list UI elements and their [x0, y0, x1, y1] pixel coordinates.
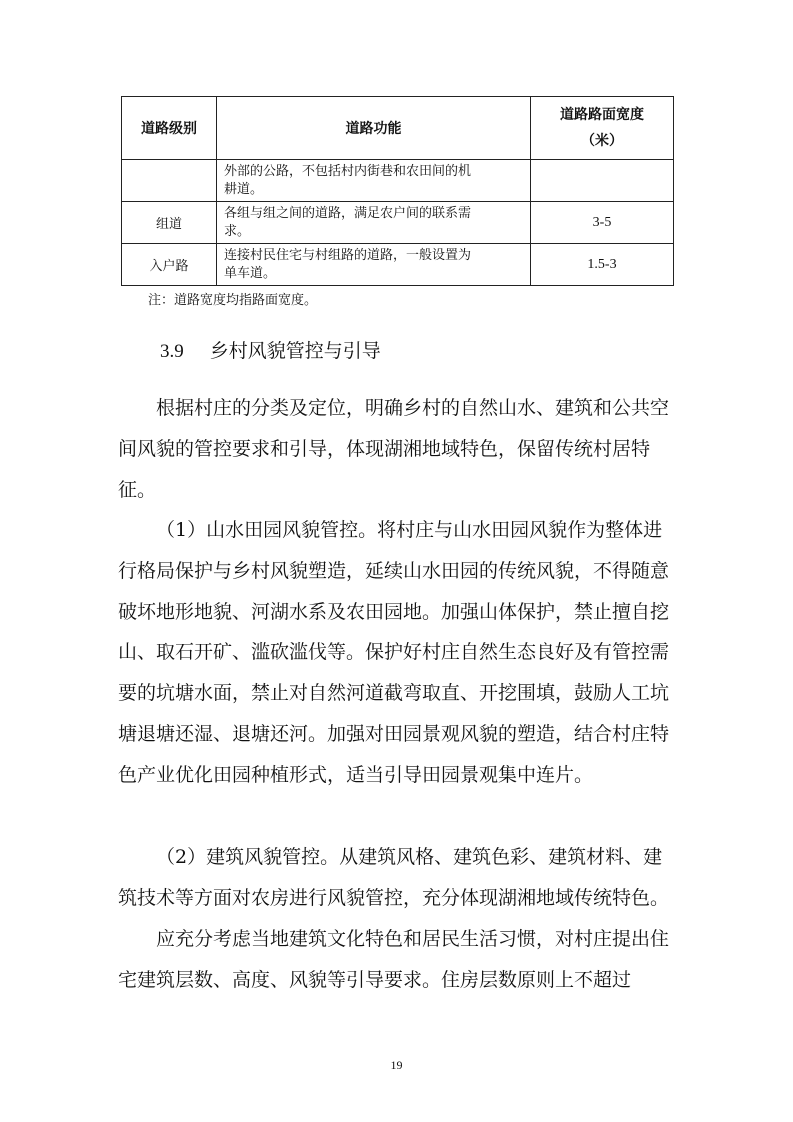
- road-function-line: 单车道。: [224, 265, 277, 281]
- road-function-cell: [217, 244, 531, 286]
- road-function-line: 外部的公路，不包括村内街巷和农田间的机: [224, 163, 472, 179]
- road-function-line: 求。: [224, 223, 251, 239]
- road-function-line: 各组与组之间的道路，满足农户间的联系需: [224, 205, 472, 221]
- table-note: 注：道路宽度均指路面宽度。: [148, 293, 318, 308]
- paragraph-architecture-control: （2）建筑风貌管控。从建筑风格、建筑色彩、建筑材料、建筑技术等方面对农房进行风貌管控，充分体现湖湘地域传统特色。: [118, 846, 670, 909]
- road-level-cell: 组道: [122, 202, 217, 244]
- road-level-cell: 入户路: [122, 244, 217, 286]
- road-function-cell: [217, 202, 531, 244]
- table-header-row: [122, 97, 674, 160]
- header-road-level: 道路级别: [122, 97, 217, 160]
- section-heading: [160, 336, 381, 363]
- header-road-width: [531, 97, 674, 160]
- road-function-cell: [217, 160, 531, 202]
- section-title: 乡村风貌管控与引导: [209, 340, 381, 362]
- header-road-function: 道路功能: [217, 97, 531, 160]
- table-row: [122, 160, 674, 202]
- header-road-width-unit: （米）: [581, 133, 623, 149]
- table-row: [122, 244, 674, 286]
- road-level-cell: [122, 160, 217, 202]
- paragraph-housing-guidance: 应充分考虑当地建筑文化特色和居民生活习惯，对村庄提出住宅建筑层数、高度、风貌等引导要求。住房层数原则上不超过: [118, 928, 670, 991]
- road-width-table: [121, 96, 674, 286]
- header-road-width-label: 道路路面宽度: [560, 107, 644, 123]
- paragraph-intro: 根据村庄的分类及定位，明确乡村的自然山水、建筑和公共空间风貌的管控要求和引导，体现湖湘地域特色，保留传统村居特征。: [118, 397, 670, 501]
- page-number: 19: [390, 1058, 403, 1072]
- table-row: [122, 202, 674, 244]
- road-function-line: 连接村民住宅与村组路的道路，一般设置为: [224, 247, 472, 263]
- road-width-cell: [531, 160, 674, 202]
- road-width-cell: 1.5-3: [531, 244, 674, 286]
- section-number: 3.9: [160, 341, 184, 362]
- road-function-line: 耕道。: [224, 181, 264, 197]
- road-width-cell: 3-5: [531, 202, 674, 244]
- paragraph-landscape-control: （1）山水田园风貌管控。将村庄与山水田园风貌作为整体进行格局保护与乡村风貌塑造，延续山水田园的传统风貌，不得随意破坏地形地貌、河湖水系及农田园地。加强山体保护，禁止擅自挖山、取石开矿、滥砍滥伐等。保护好村庄自然生态良好及有管控需要的坑塘水面，禁止对自然河道截弯取直、开挖围填，鼓励人工坑塘退塘还湿、退塘还河。加强对田园景观风貌的塑造，结合村庄特色产业优化田园种植形式，适当引导田园景观集中连片。: [118, 519, 670, 786]
